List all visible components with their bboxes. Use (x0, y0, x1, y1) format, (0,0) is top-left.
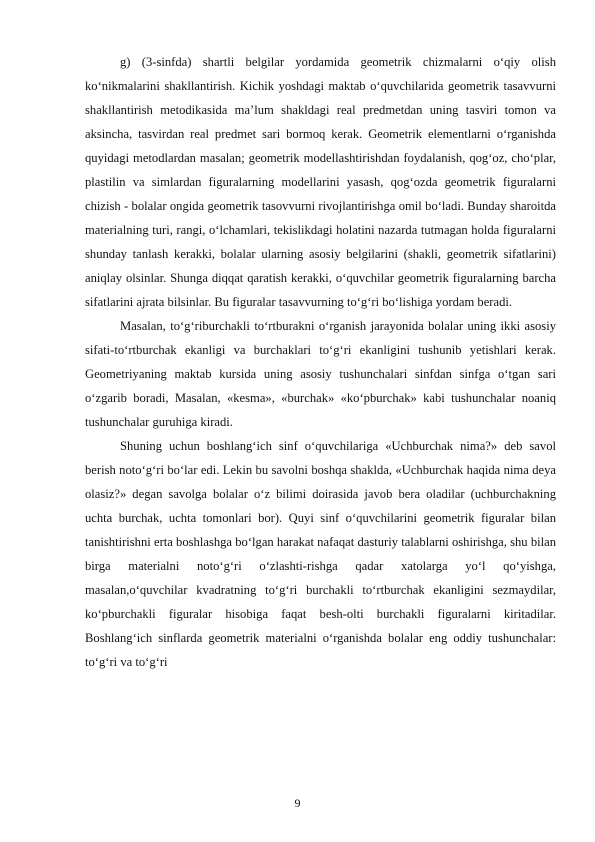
paragraph-triangle-question: Shuning uchun boshlang‘ich sinf o‘quvchilariga «Uchburchak nima?» deb savol berish noto‘g‘ri bo‘lar edi. Lekin bu savolni boshqa shaklda, «Uchburchak haqida nima deya olasiz?» degan savolga bolalar o‘z bilimi doirasida javob bera oladilar (uchburchakning uchta burchak, uchta tomonlari bor). Quyi sinf o‘quvchilarini geometrik figuralar bilan tanishtirishni erta boshlashga bo‘lgan harakat nafaqat dasturiy talablarni oshirishga, shu bilan birga materialni noto‘g‘ri o‘zlashti-rishga qadar xatolarga yo‘l qo‘yishga, masalan,o‘quvchilar kvadratning to‘g‘ri burchakli to‘rtburchak ekanligini sezmaydilar, ko‘pburchakli figuralar hisobiga faqat besh-olti burchakli figuralarni kiritadilar. Boshlang‘ich sinflarda geometrik materialni o‘rganishda bolalar eng oddiy tushunchalar: to‘g‘ri va to‘g‘ri (85, 439, 556, 669)
paragraph-rectangle-example: Masalan, to‘g‘riburchakli to‘rtburakni o‘rganish jarayonida bolalar uning ikki asosiy sifati-to‘rtburchak ekanligi va burchaklari to‘g‘ri ekanligini tushunib yetishlari kerak. Geometriyaning maktab kursida uning asosiy tushunchalari sinfdan sinfga o‘tgan sari o‘zgarib boradi, Masalan, «kesma», «burchak» «ko‘pburchak» kabi tushunchalar noaniq tushunchalar guruhiga kiradi. (85, 319, 556, 429)
page-body (85, 50, 556, 674)
paragraph-geometric-drawings: g) (3-sinfda) shartli belgilar yordamida geometrik chizmalarni o‘qiy olish ko‘nikmalarini shakllantirish. Kichik yoshdagi maktab o‘quvchilarida geometrik tasavvurni shakllantirish metodikasida ma’lum shakldagi real predmetdan uning tasviri tomon va aksincha, tasvirdan real predmet sari bormoq kerak. Geometrik elementlarni o‘rganishda quyidagi metodlardan masalan; geometrik modellashtirishdan foydalanish, qog‘oz, cho‘plar, plastilin va simlardan figuralarning modellarini yasash, qog‘ozda geometrik figuralarni chizish - bolalar ongida geometrik tasovvurni rivojlantirishga omil bo‘ladi. Bunday sharoitda materialning turi, rangi, o‘lchamlari, tekislikdagi holatini nazarda tutmagan holda figuralarni shunday tanlash kerakki, bolalar ularning asosiy belgilarini (shakli, geometrik sifatlarini) aniqlay olsinlar. Shunga diqqat qaratish kerakki, o‘quvchilar geometrik figuralarning barcha sifatlarini ajrata bilsinlar. Bu figuralar tasavvurning to‘g‘ri bo‘lishiga yordam beradi. (85, 55, 556, 309)
page-number: 9 (294, 796, 301, 810)
